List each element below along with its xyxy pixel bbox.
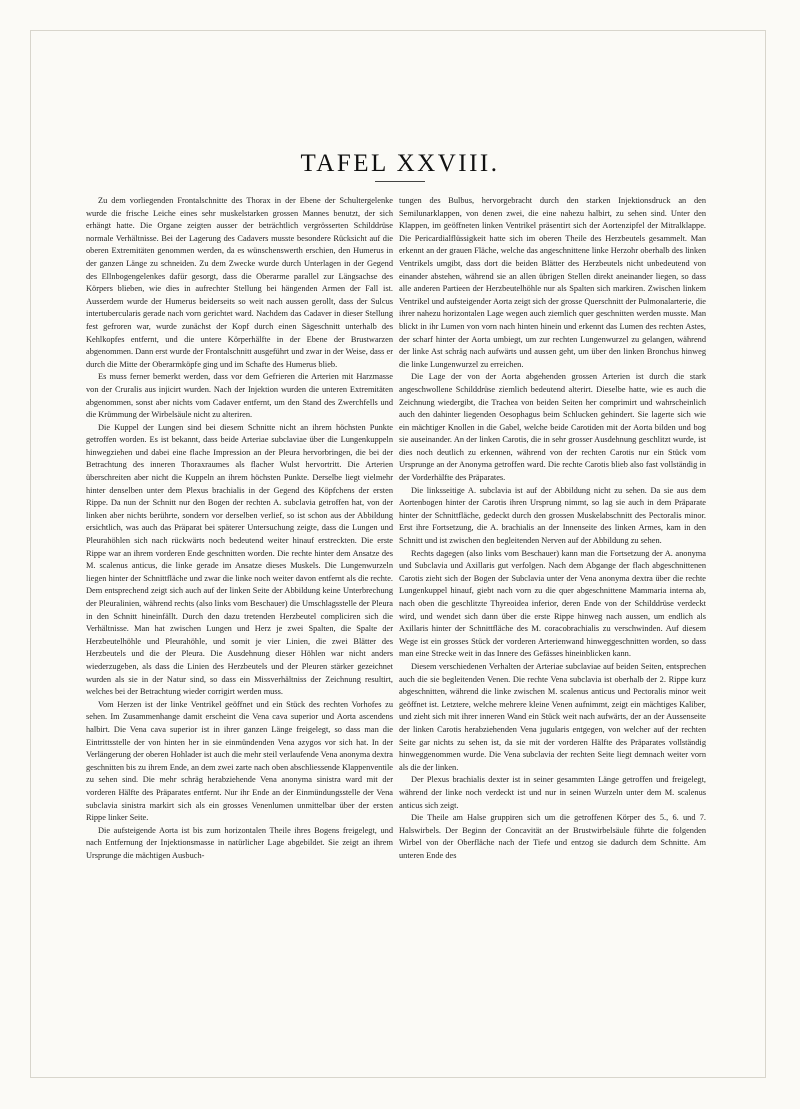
paragraph: Die linksseitige A. subclavia ist auf der Abbildung nicht zu sehen. Da sie aus dem Aortenbogen hinter der Carotis ihren Ursprung nimmt, so lag sie auch in dem Präparate hinter der Schnittfläche, gedeckt durch den grossen Muskelabschnitt des Pectoralis minor. Erst ihre Fortsetzung, die A. brachialis an der Innenseite des linken Armes, kam in den Schnitt und ist zwischen den begleitenden Nerven auf der Abbildung zu sehen. <box>399 485 706 546</box>
paragraph: Vom Herzen ist der linke Ventrikel geöffnet und ein Stück des rechten Vorhofes zu sehen. Im Zusammenhange damit erscheint die Vena cava superior und Aorta ascendens halbirt. Die Vena cava superior ist in ihrer ganzen Länge freigelegt, so dass man die Eintrittsstelle der von hinten her in sie einmündenden Vena azygos vor sich hat. In der Verlängerung der oberen Hohlader ist auch die mehr steil verlaufende Vena anonyma dextra geschnitten bis zu ihrem Ende, an dem zwei zarte nach oben abschliessende Klappenventile zu sehen sind. Die mehr schräg herabziehende Vena anonyma sinistra ward mit der vorderen Hälfte des Präparates entfernt. Nur ihr Ende an der Einmündungsstelle der Vena subclavia sinistra markirt sich als ein grosses Venenlumen unmittelbar über der ersten Rippe linker Seite. <box>86 699 393 823</box>
paragraph: tungen des Bulbus, hervorgebracht durch den starken Injektionsdruck an den Semilunarklappen, von denen zwei, die eine nahezu halbirt, zu sehen sind. Unter den Klappen, im geöffneten linken Ventrikel präsentirt sich der Aortenzipfel der Mitralklappe. Die Pericardialflüssigkeit hatte sich im oberen Theile des Herzbeutels gesammelt. Man erkennt an der grauen Fläche, welche das angeschnittene linke Herzohr oberhalb des linken Ventrikels umgibt, dass dort die beiden Blätter des Herzbeutels nicht unbedeutend von einander abstehen, während sie an allen übrigen Stellen direkt aneinander liegen, so dass alle anderen Partieen der Herzbeutelhöhle nur als Spalten sich markiren. Zwischen linkem Ventrikel und aufsteigender Aorta zeigt sich der grosse Querschnitt der Pulmonalarterie, die ihrer nahezu horizontalen Lage wegen auch ziemlich quer geschnitten werden musste. Man blickt in ihr Lumen von vorn nach hinten hinein und erkennt das Lumen des rechten Astes, der scharf hinter der Aorta umbiegt, um zur rechten Lungenwurzel zu gelangen, während der linke Ast schräg nach aufwärts und aussen geht, um über den linken Bronchus hinweg die linke Lungenwurzel zu erreichen. <box>399 196 706 369</box>
page-title: TAFEL XXVIII. <box>300 150 500 177</box>
paragraph: Die Lage der von der Aorta abgehenden grossen Arterien ist durch die stark angeschwollene Schilddrüse ziemlich bedeutend alterirt. Dieselbe hatte, wie es auch die Zeichnung wiedergibt, die Trachea von beiden Seiten her comprimirt und wahrscheinlich auch den dahinter liegenden Oesophagus beim Schlucken gehindert. Sie lagerte sich wie ein mächtiger Knollen in die Gabel, welche beide Carotiden mit der Aorta bilden und bog sie auseinander. An der linken Carotis, die in sehr grosser Ausdehnung geschlitzt wurde, ist dies noch deutlich zu erkennen, während von der rechten Carotis nur ein Stück vom Ursprunge an der Anonyma getroffen ward. Die rechte Carotis blieb also fast vollständig in der Vorderhälfte des Präparates. <box>399 372 706 483</box>
paragraph: Die aufsteigende Aorta ist bis zum horizontalen Theile ihres Bogens freigelegt, und nach Entfernung der Injektionsmasse in natürlicher Lage abgebildet. Sie zeigt an ihrem Ursprunge die mächtigen Ausbuch- <box>86 825 393 860</box>
title-divider <box>375 181 425 182</box>
paragraph: Es muss ferner bemerkt werden, dass vor dem Gefrieren die Arterien mit Harzmasse von der Cruralis aus injicirt wurden. Nach der Injektion wurden die unteren Extremitäten abgenommen, sonst aber nichts vom Cadaver entfernt, um den Stand des Zwerchfells und die Krümmung der Wirbelsäule nicht zu alteriren. <box>86 372 393 420</box>
paragraph: Die Kuppel der Lungen sind bei diesem Schnitte nicht an ihrem höchsten Punkte getroffen worden. Es ist bekannt, dass beide Arteriae subclaviae über die Lungenkuppeln hinwegziehen und dabei eine flache Impression an der Pleura hervorbringen, die bei der Betrachtung des inneren Thoraxraumes als flacher Wulst hervortritt. Die Arterien überschreiten aber nicht die Kuppeln an ihrem höchsten Punkte. Derselbe liegt vielmehr hinter denselben unter dem Plexus brachialis in der Gegend des Köpfchens der ersten Rippe. Da nun der Schnitt nur den Bogen der rechten A. subclavia getroffen hat, von der linken aber nichts berührte, sondern vor derselben verlief, so ist schon aus der Abbildung ersichtlich, was auch das Präparat bei späterer Untersuchung zeigte, dass die Lungen und Pleurahöhlen sich nach rückwärts noch bedeutend weiter hinauf erstreckten. Die erste Rippe war an ihrem vorderen Ende geschnitten worden. Die rechte hinter dem Ansatze des M. scalenus anticus, die linke gerade im Ansatze dieses Muskels. Die Lungenwurzeln liegen hinter der Schnittfläche und zwar die linke noch weiter davon entfernt als die rechte. Dem entsprechend zeigt sich auch auf der linken Seite der Abbildung keine Unterbrechung der Pleuralinien, während rechts (also links vom Beschauer) die Umschlagsstelle der Pleura in den Schnitt hineinfällt. Durch den dazu tretenden Herzbeutel compliciren sich die Verhältnisse. Man hat zwischen Lungen und Herz je zwei Spalten, die Spalte der Herzbeutelhöhle und Pleurahöhle, und somit je vier Linien, die zwei Blätter des Herzbeutels und die der Pleura. Die Ausdehnung dieser Höhlen war nicht anders wiederzugeben, als dass die Linien des Herzbeutels und der Pleuren stärker gezeichnet wurden als sie in der Natur sind, so dass ein Missverhältniss der Zeichnung resultirt, welches bei der Betrachtung wieder corrigirt werden muss. <box>86 422 393 697</box>
text-column-right <box>399 195 706 1057</box>
paragraph: Die Theile am Halse gruppiren sich um die getroffenen Körper des 5., 6. und 7. Halswirbels. Der Beginn der Concavität an der Brustwirbelsäule führte die folgenden Wirbel von der Oberfläche nach der Tiefe und entzog sie dadurch dem Schnitte. Am unteren Ende des <box>399 813 706 860</box>
paragraph: Rechts dagegen (also links vom Beschauer) kann man die Fortsetzung der A. anonyma und Subclavia und Axillaris gut verfolgen. Nach dem Abgange der flach abgeschnittenen Carotis zieht sich der Bogen der Subclavia unter der Vena anonyma dextra über die rechte Lungenkuppel hinauf, giebt nach vorn zu die quer abgeschnittene Mammaria interna ab, nach oben die geschlitzte Thyreoidea inferior, deren Ende von der Schilddrüse verdeckt wird, und wendet sich dann über die erste Rippe hinweg nach aussen, um endlich als Axillaris hinter der Schnittfläche des M. coracobrachialis zu verschwinden. Auf diesem Wege ist ein grosses Stück der vorderen Arterienwand hinweggeschnitten worden, so dass man eine Strecke weit in das Innere des Gefässes hineinblicken kann. <box>399 548 706 659</box>
paragraph: Der Plexus brachialis dexter ist in seiner gesammten Länge getroffen und freigelegt, während der linke noch verdeckt ist und nur in seinen Wurzeln unter dem M. scalenus anticus sich zeigt. <box>399 775 706 810</box>
paragraph: Diesem verschiedenen Verhalten der Arteriae subclaviae auf beiden Seiten, entsprechen auch die sie begleitenden Venen. Die rechte Vena subclavia ist oberhalb der 2. Rippe kurz abgeschnitten, während die linke zwischen M. scalenus anticus und Pectoralis minor weit geöffnet ist. Letztere, welche mehrere kleine Venen aufnimmt, zeigt ein mächtiges Kaliber, und zieht sich mit ihrer inneren Wand ein Stück weit nach aufwärts, der an der Aussenseite der linken Carotis herabziehenden Vena jugularis entgegen, von welcher auf der rechten Seite gar nichts zu sehen ist, da sie mit der vorderen Hälfte des Präparates vollständig hinweggenommen wurde. Die Vena subclavia der rechten Seite liegt demnach weiter vorn als die der linken. <box>399 661 706 772</box>
text-column-left <box>86 195 393 1057</box>
paragraph: Zu dem vorliegenden Frontalschnitte des Thorax in der Ebene der Schultergelenke wurde die frische Leiche eines sehr muskelstarken grossen Mannes benutzt, der sich erhängt hatte. Die Organe zeigten ausser der beträchtlich vergrösserten Schilddrüse normale Verhältnisse. Bei der Lagerung des Cadavers musste besondere Rücksicht auf die oberen Extremitäten genommen werden, da es wünschenswerth erschien, den Humerus in der ganzen Länge zu schneiden. Zu dem Zwecke wurde durch Unterlagen in der Gegend des Ellnbogengelenkes dafür gesorgt, dass die Oberarme parallel zur Längsachse des Körpers blieben, wie dies in aufrechter Stellung bei hängenden Armen der Fall ist. Ausserdem wurde der Humerus beiderseits so weit nach aussen gerollt, dass der Sulcus intertubercularis gerade nach vorn gerichtet ward. Nachdem das Cadaver in dieser Stellung fest gefroren war, wurde zunächst der Kopf durch einen Sägeschnitt unterhalb des Kehlkopfes entfernt, und die untere Körperhälfte in der Ebene der Brustwarzen abgenommen. Dann erst wurde der Frontalschnitt ausgeführt und zwar in der Weise, dass er durch die Mitte der Oberarmköpfe ging und im Schafte des Humerus blieb. <box>86 196 393 369</box>
